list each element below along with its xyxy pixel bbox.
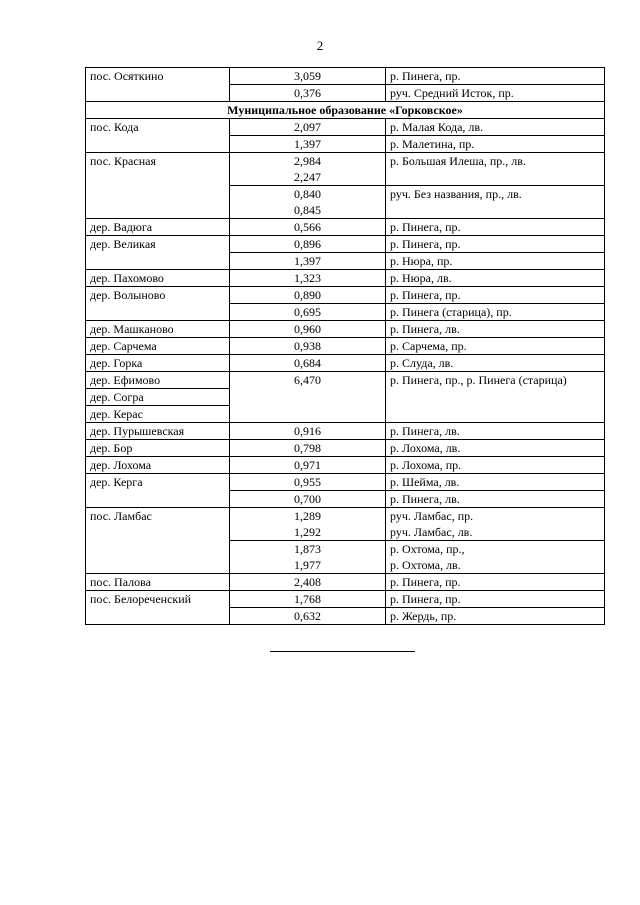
river-cell	[386, 153, 605, 186]
length-cell	[230, 474, 386, 491]
length-cell	[230, 541, 386, 574]
river-value: руч. Без названия, пр., лв.	[390, 187, 522, 201]
river-value: р. Жердь, пр.	[390, 609, 457, 623]
river-value: р. Малая Кода, лв.	[390, 120, 484, 134]
length-cell	[230, 270, 386, 287]
length-cell	[230, 338, 386, 355]
length-value: 0,695	[294, 305, 321, 319]
settlement-cell: дер. Лохома	[86, 457, 230, 474]
length-cell	[230, 591, 386, 608]
river-cell	[386, 591, 605, 608]
length-value: 1,289	[294, 509, 321, 523]
length-value: 0,632	[294, 609, 321, 623]
river-cell	[386, 253, 605, 270]
river-cell	[386, 219, 605, 236]
section-heading: Муниципальное образование «Горковское»	[86, 102, 605, 119]
length-value: 2,408	[294, 575, 321, 589]
length-cell	[230, 508, 386, 541]
settlement-cell: дер. Согра	[86, 389, 230, 406]
length-cell	[230, 608, 386, 625]
length-value: 0,896	[294, 237, 321, 251]
river-cell	[386, 68, 605, 85]
river-value: р. Пинега, лв.	[390, 424, 460, 438]
length-cell	[230, 304, 386, 321]
length-cell	[230, 119, 386, 136]
length-cell	[230, 491, 386, 508]
table-row	[86, 423, 605, 440]
river-cell	[386, 338, 605, 355]
table-row	[86, 68, 605, 85]
table-body	[86, 68, 605, 625]
table-row	[86, 287, 605, 304]
river-cell	[386, 608, 605, 625]
river-cell	[386, 541, 605, 574]
length-value: 0,700	[294, 492, 321, 506]
length-cell	[230, 68, 386, 85]
length-value: 0,890	[294, 288, 321, 302]
settlement-cell: дер. Бор	[86, 440, 230, 457]
length-cell	[230, 287, 386, 304]
river-cell	[386, 491, 605, 508]
settlement-cell: дер. Пахомово	[86, 270, 230, 287]
river-value: руч. Ламбас, лв.	[390, 525, 473, 539]
settlement-cell: дер. Ефимово	[86, 372, 230, 389]
length-value: 0,955	[294, 475, 321, 489]
table-row	[86, 219, 605, 236]
river-cell	[386, 136, 605, 153]
settlement-cell: дер. Керас	[86, 406, 230, 423]
river-cell	[386, 372, 605, 423]
length-value: 1,397	[294, 137, 321, 151]
length-value: 0,376	[294, 86, 321, 100]
length-value: 1,292	[294, 525, 321, 539]
table-row	[86, 119, 605, 136]
river-cell	[386, 457, 605, 474]
river-value: р. Пинега, пр., р. Пинега (старица)	[390, 373, 567, 387]
length-cell	[230, 457, 386, 474]
river-cell	[386, 440, 605, 457]
settlement-cell: дер. Горка	[86, 355, 230, 372]
table-row	[86, 236, 605, 253]
closing-rule	[270, 651, 415, 652]
length-value: 0,566	[294, 220, 321, 234]
settlement-cell: дер. Великая	[86, 236, 230, 270]
length-value: 3,059	[294, 69, 321, 83]
river-cell	[386, 119, 605, 136]
settlement-cell: дер. Пурышевская	[86, 423, 230, 440]
settlement-cell: пос. Красная	[86, 153, 230, 219]
table-row	[86, 474, 605, 491]
length-cell	[230, 253, 386, 270]
settlement-river-table	[85, 67, 605, 625]
river-cell	[386, 474, 605, 491]
length-value: 0,938	[294, 339, 321, 353]
length-value: 0,916	[294, 424, 321, 438]
length-cell	[230, 153, 386, 186]
settlement-cell: дер. Керга	[86, 474, 230, 508]
length-value: 0,684	[294, 356, 321, 370]
river-value: р. Сарчема, пр.	[390, 339, 467, 353]
table-row	[86, 270, 605, 287]
length-cell	[230, 372, 386, 423]
length-cell	[230, 219, 386, 236]
length-cell	[230, 440, 386, 457]
length-value: 2,984	[294, 154, 321, 168]
settlement-cell: дер. Машканово	[86, 321, 230, 338]
length-cell	[230, 321, 386, 338]
length-cell	[230, 355, 386, 372]
settlement-cell: пос. Осяткино	[86, 68, 230, 102]
river-value: р. Пинега, пр.	[390, 220, 461, 234]
length-value: 1,768	[294, 592, 321, 606]
river-value: р. Охтома, пр.,	[390, 542, 465, 556]
settlement-cell: пос. Ламбас	[86, 508, 230, 574]
river-value: р. Нюра, пр.	[390, 254, 453, 268]
river-value: р. Пинега, лв.	[390, 492, 460, 506]
table-row	[86, 440, 605, 457]
river-cell	[386, 574, 605, 591]
river-cell	[386, 355, 605, 372]
length-value: 1,323	[294, 271, 321, 285]
river-value: р. Пинега, пр.	[390, 69, 461, 83]
settlement-cell: пос. Белореченский	[86, 591, 230, 625]
river-value: р. Большая Илеша, пр., лв.	[390, 154, 526, 168]
river-value: р. Пинега, лв.	[390, 322, 460, 336]
length-cell	[230, 236, 386, 253]
river-value: р. Лохома, лв.	[390, 441, 461, 455]
length-value: 1,397	[294, 254, 321, 268]
table-row	[86, 338, 605, 355]
length-value: 0,971	[294, 458, 321, 472]
river-value: р. Пинега, пр.	[390, 288, 461, 302]
river-value: р. Пинега (старица), пр.	[390, 305, 512, 319]
length-cell	[230, 136, 386, 153]
river-value: р. Охтома, лв.	[390, 558, 461, 572]
table-row	[86, 153, 605, 186]
settlement-cell: дер. Сарчема	[86, 338, 230, 355]
river-cell	[386, 236, 605, 253]
river-value: р. Пинега, пр.	[390, 237, 461, 251]
length-value: 0,960	[294, 322, 321, 336]
river-value: руч. Ламбас, пр.	[390, 509, 474, 523]
river-cell	[386, 423, 605, 440]
river-cell	[386, 85, 605, 102]
length-cell	[230, 574, 386, 591]
settlement-cell: пос. Палова	[86, 574, 230, 591]
river-cell	[386, 270, 605, 287]
length-value: 1,977	[294, 558, 321, 572]
river-value: р. Пинега, пр.	[390, 575, 461, 589]
settlement-cell: дер. Вадюга	[86, 219, 230, 236]
river-cell	[386, 508, 605, 541]
table-row	[86, 355, 605, 372]
table-row	[86, 508, 605, 541]
river-value: р. Нюра, лв.	[390, 271, 452, 285]
length-value: 0,798	[294, 441, 321, 455]
river-value: р. Пинега, пр.	[390, 592, 461, 606]
table-row	[86, 574, 605, 591]
river-cell	[386, 304, 605, 321]
length-value: 0,845	[294, 203, 321, 217]
settlement-cell: дер. Волыново	[86, 287, 230, 321]
river-value: р. Лохома, пр.	[390, 458, 462, 472]
table-row	[86, 591, 605, 608]
settlement-cell: пос. Кода	[86, 119, 230, 153]
table-row	[86, 372, 605, 389]
river-value: р. Шейма, лв.	[390, 475, 460, 489]
length-cell	[230, 423, 386, 440]
length-cell	[230, 85, 386, 102]
table-row	[86, 102, 605, 119]
river-value: руч. Средний Исток, пр.	[390, 86, 514, 100]
river-value: р. Малетина, пр.	[390, 137, 475, 151]
length-value: 1,873	[294, 542, 321, 556]
river-value: р. Слуда, лв.	[390, 356, 454, 370]
river-cell	[386, 186, 605, 219]
page-number: 2	[316, 38, 324, 53]
river-cell	[386, 321, 605, 338]
length-value: 2,097	[294, 120, 321, 134]
table-row	[86, 321, 605, 338]
length-value: 2,247	[294, 170, 321, 184]
table-row	[86, 457, 605, 474]
river-cell	[386, 287, 605, 304]
length-value: 0,840	[294, 187, 321, 201]
length-cell	[230, 186, 386, 219]
length-value: 6,470	[294, 373, 321, 387]
